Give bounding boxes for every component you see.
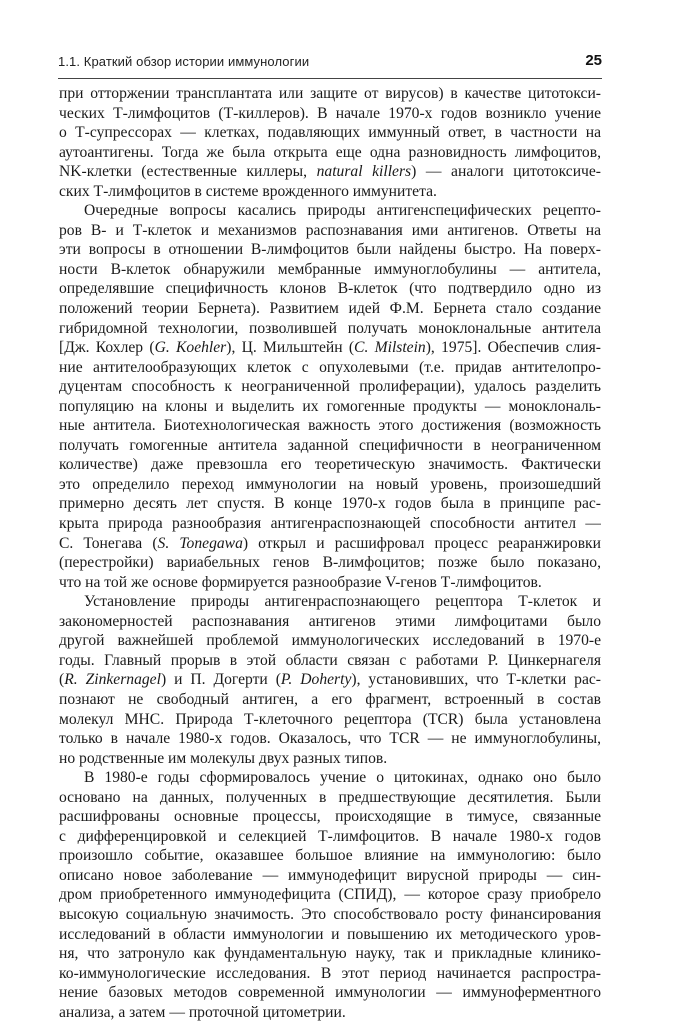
text-line: [59, 123, 601, 143]
text-line: [59, 494, 601, 514]
text-line: [59, 475, 601, 495]
text-run: но родственные им молекулы двух разных типов.: [59, 749, 388, 767]
text-run: закономерностей распознавания антигенов этими лимфоцитами было: [59, 612, 601, 630]
text-line: [59, 885, 601, 905]
text-line: [59, 201, 601, 221]
text-line: [59, 729, 601, 749]
text-line: [59, 964, 601, 984]
text-run: познают не свободный антиген, а его фрагмент, встроенный в состав: [59, 690, 601, 708]
header-rule: [58, 78, 602, 79]
text-run: ности В-клеток обнаружили мембранные иммуноглобулины — антитела,: [59, 260, 601, 278]
text-run: произошло событие, оказавшее большое влияние на иммунологию: было: [59, 847, 601, 865]
text-run: исследований в области иммунологии и повышению их методического уров-: [59, 925, 601, 943]
text-line: [59, 436, 601, 456]
text-line: [59, 299, 601, 319]
text-run: ских Т-лимфоцитов в системе врожденного иммунитета.: [59, 182, 437, 200]
italic-name: G. Koehler: [154, 339, 227, 357]
text-run: ) открыл и расшифровал процесс реаранжировки: [242, 534, 601, 552]
text-run: что на той же основе формируется разнообразие V-генов Т-лимфоцитов.: [59, 573, 542, 591]
text-run: расшифрованы основные процессы, происходящие в тимусе, связанные: [59, 808, 601, 826]
text-run: определявшие специфичность клонов В-клеток (что подтвердило одно из: [59, 280, 601, 298]
text-run: дром приобретенного иммунодефицита (СПИД), — которое сразу приобрело: [59, 886, 601, 904]
running-header: [58, 52, 602, 80]
text-line: [59, 104, 601, 124]
text-line: [59, 631, 601, 651]
text-line: [59, 162, 601, 182]
text-line: [59, 944, 601, 964]
text-run: популяцию на клоны и выделить их гомогенные продукты — моноклональ-: [59, 397, 601, 415]
text-run: NK-клетки (естественные киллеры,: [59, 163, 317, 181]
text-line: [59, 553, 601, 573]
text-run: годы. Главный прорыв в этой области связан с работами Р. Цинкернагеля: [59, 651, 601, 669]
text-run: описано новое заболевание — иммунодефицит вирусной природы — син-: [59, 866, 601, 884]
text-line: [59, 455, 601, 475]
text-line: [59, 240, 601, 260]
text-line: [59, 377, 601, 397]
text-run: высокую социальную значимость. Это способствовало росту финансирования: [59, 905, 601, 923]
italic-name: P. Doherty: [280, 671, 352, 689]
text-line: [59, 670, 601, 690]
text-line: [59, 260, 601, 280]
text-run: ние антителообразующих клеток с опухолевыми (т.е. придав антителопро-: [59, 358, 601, 376]
text-line: [59, 710, 601, 730]
italic-name: S. Tonegawa: [157, 534, 243, 552]
text-line: [59, 788, 601, 808]
text-line: [59, 1003, 601, 1022]
text-run: эти вопросы в отношении В-лимфоцитов были найдены быстро. На поверх-: [59, 241, 601, 259]
text-line: [59, 358, 601, 378]
text-run: аутоантигены. Тогда же была открыта еще одна разновидность лимфоцитов,: [59, 143, 601, 161]
text-run: получать гомогенные антитела заданной специфичности в неограниченном: [59, 436, 601, 454]
text-line: [59, 612, 601, 632]
text-line: [59, 338, 601, 358]
italic-name: natural killers: [316, 163, 412, 181]
text-run: дуцентам способность к неограниченной пролиферации), удалось разделить: [59, 378, 601, 396]
text-line: [59, 905, 601, 925]
text-run: ) — аналоги цитотоксиче-: [411, 163, 601, 181]
paragraph: [59, 84, 601, 201]
text-run: ные антитела. Биотехнологическая важность этого достижения (возможность: [59, 417, 601, 435]
text-run: (перестройки) вариабельных генов В-лимфоцитов; позже было показано,: [59, 554, 601, 572]
text-run: ров В- и Т-клеток и механизмов распознавания ими антигенов. Ответы на: [59, 221, 601, 239]
text-run: нение базовых методов современной иммунологии — иммуноферментного: [59, 984, 601, 1002]
text-line: [59, 768, 601, 788]
text-line: [59, 827, 601, 847]
text-line: [59, 925, 601, 945]
text-run: с дифференцировкой и селекцией Т-лимфоцитов. В начале 1980-х годов: [59, 827, 601, 845]
text-line: [59, 416, 601, 436]
text-line: [59, 143, 601, 163]
text-run: при отторжении трансплантата или защите от вирусов) в качестве цитотокси-: [59, 85, 601, 102]
text-line: [59, 182, 601, 202]
text-run: ) и П. Догерти (: [160, 671, 281, 689]
page-number: 25: [585, 52, 602, 69]
text-run: Установление природы антигенраспознающего рецептора Т-клеток и: [84, 593, 601, 611]
text-line: [59, 397, 601, 417]
text-run: положений теории Бернета). Развитием идей Ф.М. Бернета стало создание: [59, 300, 601, 318]
text-run: ), Ц. Мильштейн (: [226, 339, 355, 357]
text-line: [59, 690, 601, 710]
text-run: Очередные вопросы касались природы антигенспецифических рецепто-: [84, 202, 601, 220]
text-line: [59, 221, 601, 241]
text-run: ), 1975]. Обеспечив слия-: [425, 339, 601, 357]
text-run: молекул МНС. Природа Т-клеточного рецептора (TCR) была установлена: [59, 710, 601, 728]
text-run: другой важнейшей проблемой иммунологических исследований в 1970-е: [59, 632, 601, 650]
text-line: [59, 84, 601, 104]
text-line: [59, 749, 601, 769]
text-line: [59, 534, 601, 554]
text-run: основано на данных, полученных в предшествующие десятилетия. Были: [59, 788, 601, 806]
section-title: 1.1. Краткий обзор истории иммунологии: [58, 54, 310, 69]
text-run: только в начале 1980-х годов. Оказалось, что TCR — не иммуноглобулины,: [59, 730, 601, 748]
text-line: [59, 592, 601, 612]
body-text: [59, 84, 601, 1022]
text-line: [59, 807, 601, 827]
text-run: ня, что затронуло как фундаментальную науку, так и прикладные клинико-: [59, 945, 601, 963]
text-run: ческих Т-лимфоцитов (Т-киллеров). В начале 1970-х годов возникло учение: [59, 104, 601, 122]
italic-name: R. Zinkernagel: [64, 671, 161, 689]
text-run: количестве) даже превзошла его теоретическую значимость. Фактически: [59, 456, 601, 474]
text-line: [59, 514, 601, 534]
text-run: примерно десять лет спустя. В конце 1970-х годов была в принципе рас-: [59, 495, 601, 513]
text-run: о Т-супрессорах — клетках, подавляющих иммунный ответ, в частности на: [59, 124, 601, 142]
text-line: [59, 319, 601, 339]
paragraph: [59, 592, 601, 768]
italic-name: C. Milstein: [354, 339, 426, 357]
text-run: [Дж. Кохлер (: [59, 339, 155, 357]
text-run: В 1980-е годы сформировалось учение о цитокинах, однако оно было: [84, 769, 601, 787]
text-run: С. Тонегава (: [59, 534, 158, 552]
text-run: ), установивших, что Т-клетки рас-: [351, 671, 601, 689]
text-line: [59, 846, 601, 866]
text-line: [59, 279, 601, 299]
text-line: [59, 651, 601, 671]
text-run: гибридомной технологии, позволившей получать моноклональные антитела: [59, 319, 601, 337]
paragraph: [59, 201, 601, 592]
paragraph: [59, 768, 601, 1022]
text-run: анализа, а затем — проточной цитометрии.: [59, 1003, 346, 1021]
text-run: крыта природа разнообразия антигенраспознающей способности антител —: [59, 515, 601, 533]
text-line: [59, 866, 601, 886]
text-run: (: [59, 671, 65, 689]
text-line: [59, 573, 601, 593]
text-run: это определило переход иммунологии на новый уровень, произошедший: [59, 475, 601, 493]
text-run: ко-иммунологические исследования. В этот период начинается распростра-: [59, 964, 601, 982]
